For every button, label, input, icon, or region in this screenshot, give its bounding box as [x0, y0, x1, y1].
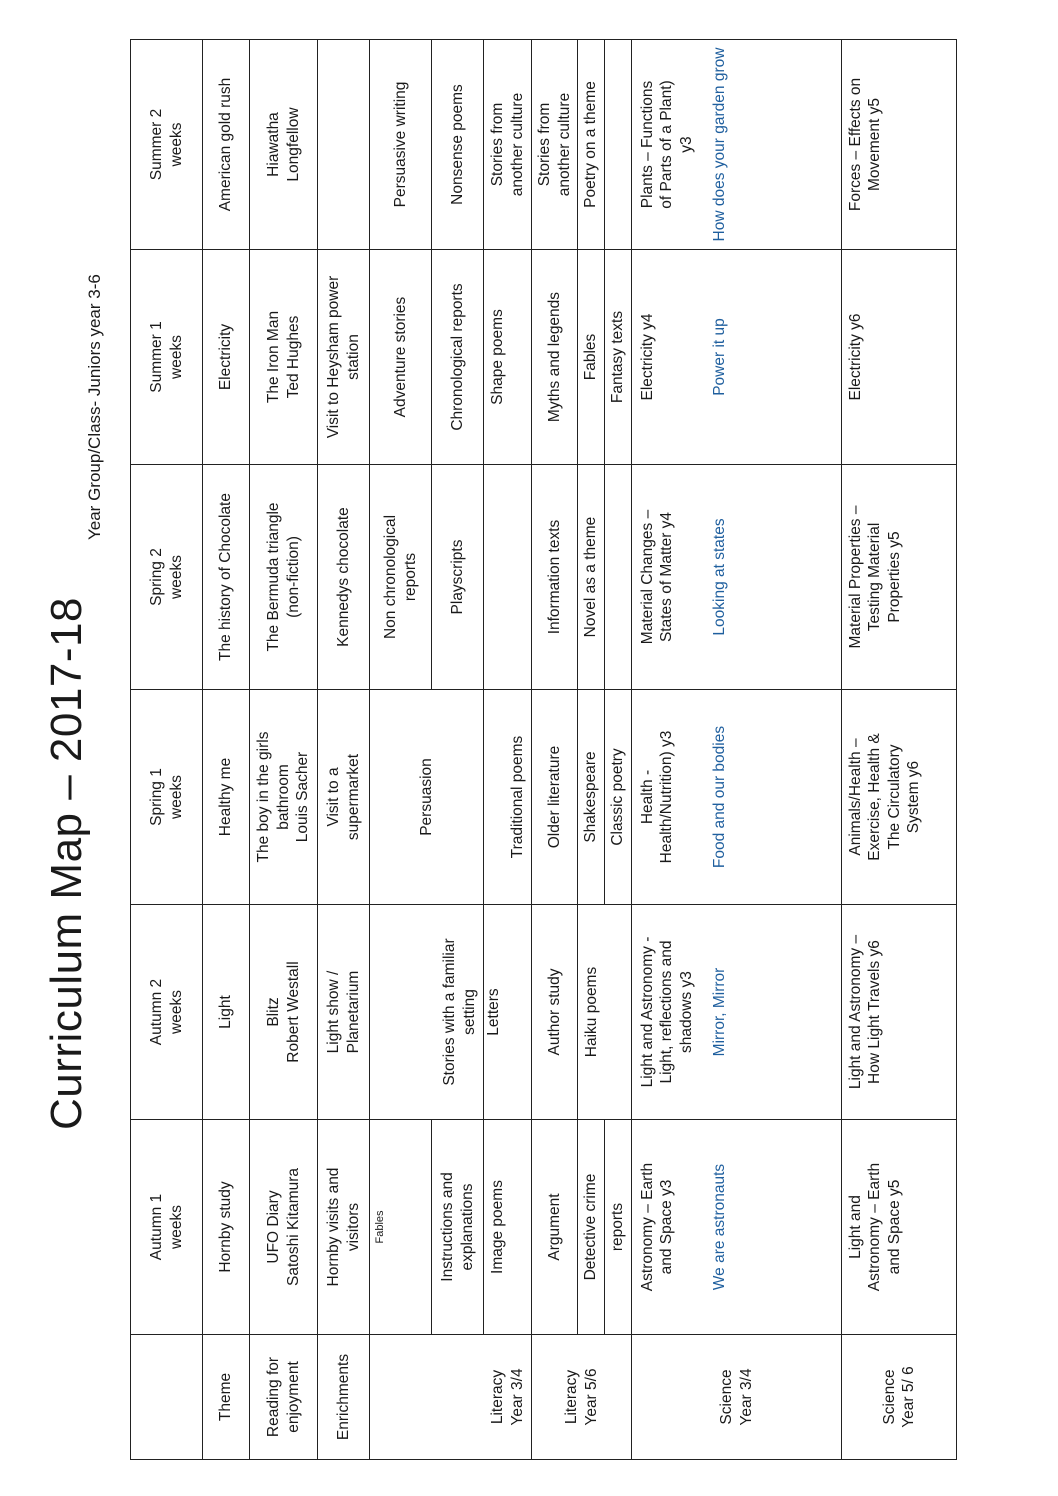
literacy56-row-b: [578, 40, 605, 1460]
literacy34-row-a: [370, 40, 432, 1460]
reading-cell: Hiawatha Longfellow: [250, 40, 318, 250]
literacy-cell: Novel as a theme: [578, 465, 605, 690]
literacy-cell: Shakespeare: [578, 690, 605, 905]
literacy-cell: Traditional poems: [484, 690, 532, 905]
theme-cell: Light: [203, 905, 250, 1120]
literacy-cell: Myths and legends: [532, 250, 578, 465]
literacy-cell: Information texts: [532, 465, 578, 690]
literacy-cell: Classic poetry: [605, 690, 632, 905]
literacy-cell: Image poems: [484, 1120, 532, 1335]
science-cell: Animals/Health – Exercise, Health & The Circulatory System y6: [842, 690, 957, 905]
theme-row: [203, 40, 250, 1460]
literacy-cell: Older literature: [532, 690, 578, 905]
literacy34-row-c: [484, 40, 532, 1460]
reading-cell: The Bermuda triangle (non-fiction): [250, 465, 318, 690]
row-label-enrichments: Enrichments: [318, 1335, 370, 1460]
enrichments-cell: Light show / Planetarium: [318, 905, 370, 1120]
literacy-cell: Chronological reports: [432, 250, 484, 465]
reading-cell: The boy in the girls bathroom Louis Sacher: [250, 690, 318, 905]
literacy-cell: [605, 40, 632, 250]
science-cell: Electricity y6: [842, 250, 957, 465]
corner-cell: [131, 1335, 203, 1460]
science-activity-label: How does your garden grow: [711, 47, 728, 242]
science-cell: Material Changes – States of Matter y4 Looking at states: [632, 465, 842, 690]
col-header-summer1: Summer 1 weeks: [131, 250, 203, 465]
enrichments-cell: Visit to a supermarket: [318, 690, 370, 905]
science-cell: Astronomy – Earth and Space y3 We are astronauts: [632, 1120, 842, 1335]
row-label-science56: Science Year 5/ 6: [842, 1335, 957, 1460]
science-cell: Plants – Functions of Parts of a Plant) y3 How does your garden grow: [632, 40, 842, 250]
science-cell: Light and Astronomy - Light, reflections and shadows y3 Mirror, Mirror: [632, 905, 842, 1120]
literacy-cell: Stories with a familiar setting: [370, 905, 484, 1120]
title-row: [40, 40, 130, 1460]
literacy-cell: Author study: [532, 905, 578, 1120]
enrichments-row: [318, 40, 370, 1460]
curriculum-table: [130, 39, 957, 1460]
theme-cell: Healthy me: [203, 690, 250, 905]
literacy56-row-a: [532, 40, 578, 1460]
science-cell: Light and Astronomy – How Light Travels y6: [842, 905, 957, 1120]
literacy-cell: Argument: [532, 1120, 578, 1335]
col-header-spring1: Spring 1 weeks: [131, 690, 203, 905]
reading-cell: Blitz Robert Westall: [250, 905, 318, 1120]
col-header-spring2: Spring 2 weeks: [131, 465, 203, 690]
science56-row: [842, 40, 957, 1460]
literacy-cell: Adventure stories: [370, 250, 432, 465]
science-activity-label: Mirror, Mirror: [711, 967, 728, 1057]
literacy-cell: Fables: [370, 1120, 432, 1335]
row-label-literacy56: Literacy Year 5/6: [532, 1335, 632, 1460]
literacy56-row-c: [605, 40, 632, 1460]
literacy-cell: Persuasive writing: [370, 40, 432, 250]
science-activity-label: Power it up: [711, 318, 728, 396]
literacy-cell: [605, 465, 632, 690]
literacy-cell: Persuasion: [370, 690, 484, 905]
page-title: Curriculum Map – 2017-18: [42, 597, 91, 1130]
col-header-autumn1: Autumn 1 weeks: [131, 1120, 203, 1335]
theme-cell: Electricity: [203, 250, 250, 465]
literacy-cell: Detective crime: [578, 1120, 605, 1335]
header-row: [131, 40, 203, 1460]
col-header-autumn2: Autumn 2 weeks: [131, 905, 203, 1120]
row-label-theme: Theme: [203, 1335, 250, 1460]
page-subtitle: Year Group/Class- Juniors year 3-6: [85, 274, 104, 540]
literacy-cell: Stories from another culture: [532, 40, 578, 250]
literacy-cell: [484, 465, 532, 690]
literacy-cell: Nonsense poems: [432, 40, 484, 250]
literacy-cell: Fables: [578, 250, 605, 465]
literacy-cell: reports: [605, 1120, 632, 1335]
col-header-summer2: Summer 2 weeks: [131, 40, 203, 250]
science-cell: Health - Health/Nutrition) y3 Food and our bodies: [632, 690, 842, 905]
row-label-reading: Reading for enjoyment: [250, 1335, 318, 1460]
literacy-cell: Shape poems: [484, 250, 532, 465]
enrichments-cell: Kennedys chocolate: [318, 465, 370, 690]
enrichments-cell: [318, 40, 370, 250]
literacy-cell: Stories from another culture: [484, 40, 532, 250]
science-cell: Material Properties – Testing Material Properties y5: [842, 465, 957, 690]
reading-cell: UFO Diary Satoshi Kitamura: [250, 1120, 318, 1335]
literacy-cell: Poetry on a theme: [578, 40, 605, 250]
enrichments-cell: Visit to Heysham power station: [318, 250, 370, 465]
reading-row: [250, 40, 318, 1460]
science-cell: Light and Astronomy – Earth and Space y5: [842, 1120, 957, 1335]
science-activity-label: Looking at states: [711, 518, 728, 636]
theme-cell: Hornby study: [203, 1120, 250, 1335]
science-activity-label: Food and our bodies: [711, 725, 728, 869]
science34-row: [632, 40, 842, 1460]
row-label-literacy34: Literacy Year 3/4: [370, 1335, 532, 1460]
literacy-cell: Letters: [484, 905, 532, 1120]
theme-cell: American gold rush: [203, 40, 250, 250]
literacy-cell: Playscripts: [432, 465, 484, 690]
science-cell: Electricity y4 Power it up: [632, 250, 842, 465]
literacy-cell: Haiku poems: [578, 905, 632, 1120]
row-label-science34: Science Year 3/4: [632, 1335, 842, 1460]
literacy-cell: Instructions and explanations: [432, 1120, 484, 1335]
theme-cell: The history of Chocolate: [203, 465, 250, 690]
curriculum-sheet: [40, 40, 960, 1460]
literacy-cell: Fantasy texts: [605, 250, 632, 465]
science-cell: Forces – Effects on Movement y5: [842, 40, 957, 250]
reading-cell: The Iron Man Ted Hughes: [250, 250, 318, 465]
enrichments-cell: Hornby visits and visitors: [318, 1120, 370, 1335]
science-activity-label: We are astronauts: [711, 1163, 728, 1291]
literacy-cell: Non chronological reports: [370, 465, 432, 690]
